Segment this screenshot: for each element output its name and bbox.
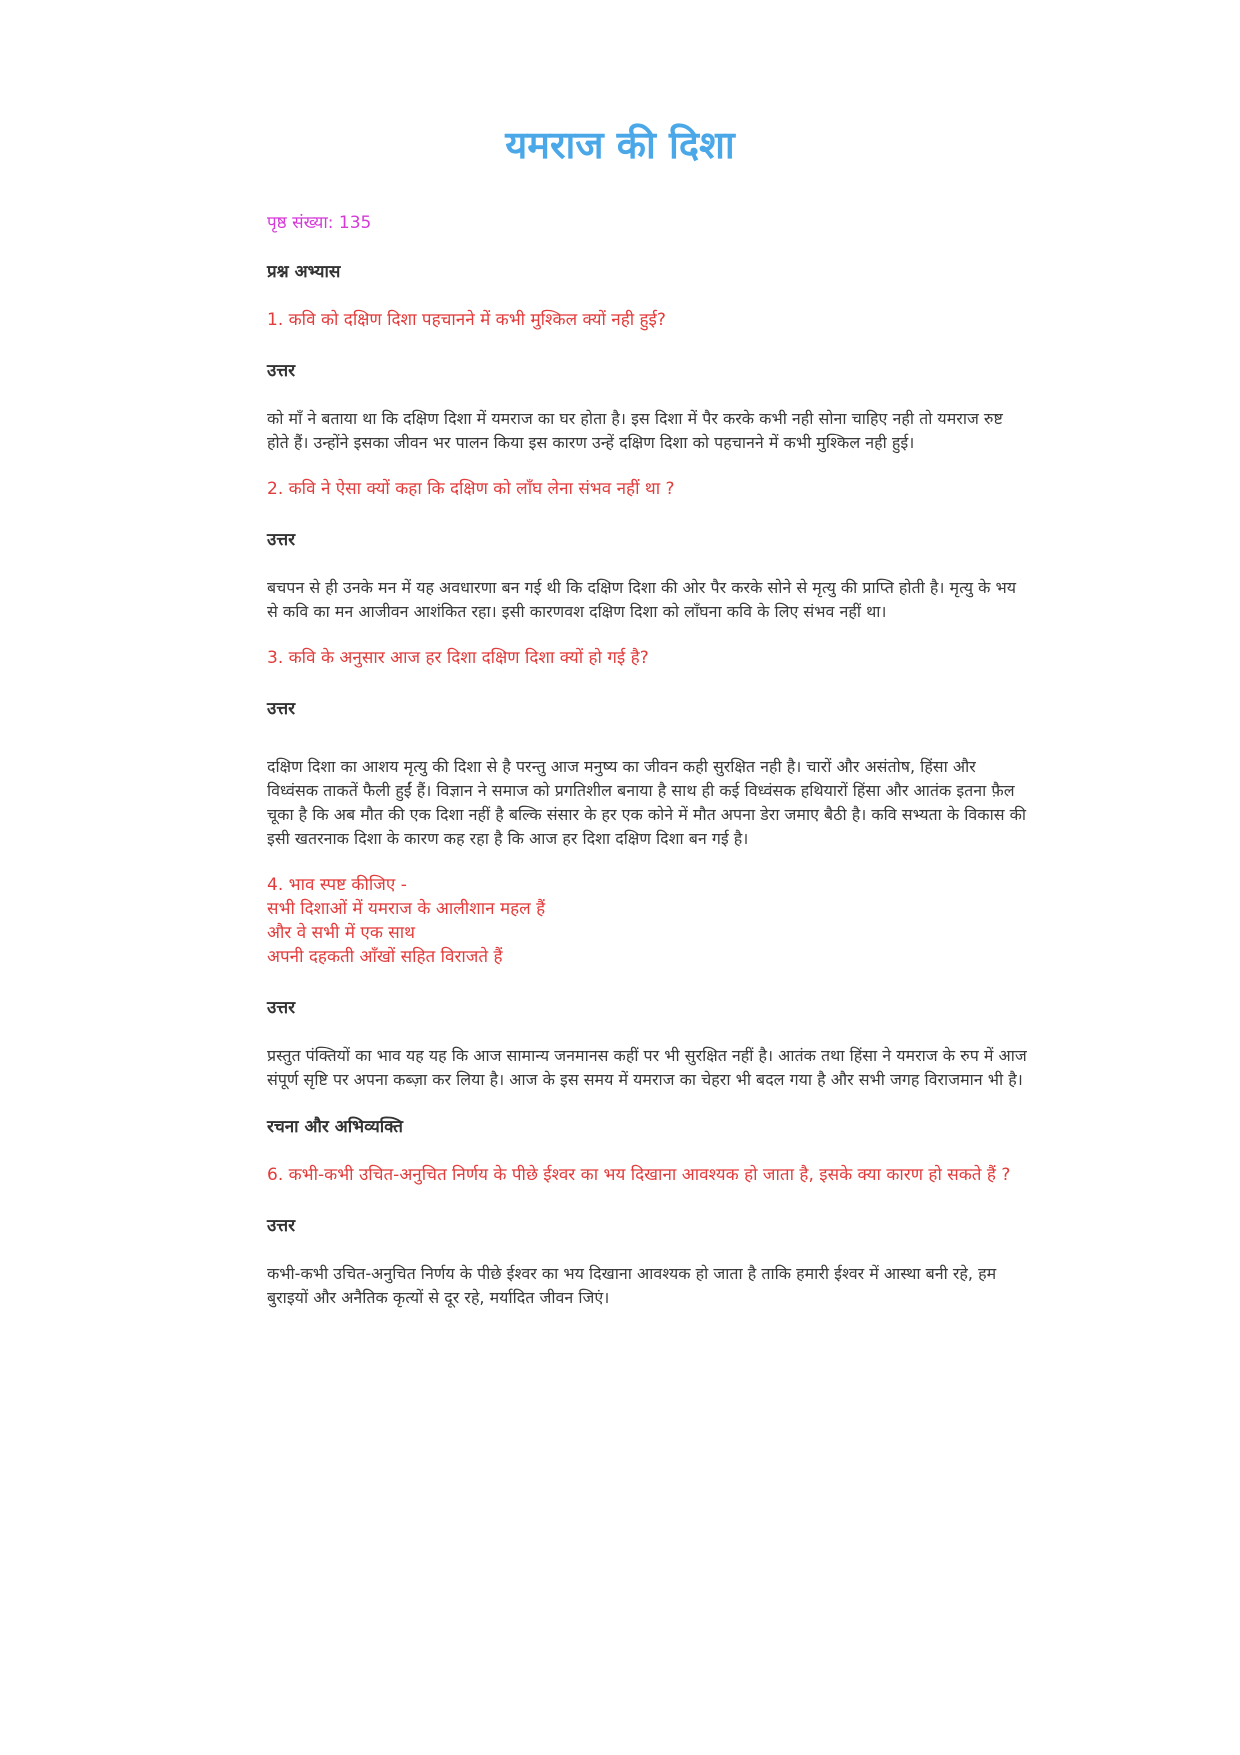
document-title: यमराज की दिशा [505, 123, 735, 167]
question-3: 3. कवि के अनुसार आज हर दिशा दक्षिण दिशा क्यों हो गई है? [267, 648, 649, 668]
question-4-line-2: और वे सभी में एक साथ [267, 923, 416, 943]
question-1: 1. कवि को दक्षिण दिशा पहचानने में कभी मुश्किल क्यों नही हुई? [267, 310, 666, 330]
page-number: पृष्ठ संख्या: 135 [267, 213, 372, 233]
answer-label-6: उत्तर [267, 1216, 296, 1236]
answer-label-4: उत्तर [267, 998, 296, 1018]
answer-1: को माँ ने बताया था कि दक्षिण दिशा में यमराज का घर होता है। इस दिशा में पैर करके कभी नही सोना चाहिए नही तो यमराज रुष्ट होते हैं। उन्होंने इसका जीवन भर पालन किया इस कारण उन्हें दक्षिण दिशा को पहचानने में कभी मुश्किल नही हुई। [267, 409, 1003, 452]
document-content [267, 210, 1027, 1332]
answer-2: बचपन से ही उनके मन में यह अवधारणा बन गई थी कि दक्षिण दिशा की ओर पैर करके सोने से मृत्यु की प्राप्ति होती है। मृत्यु के भय से कवि का मन आजीवन आशंकित रहा। इसी कारणवश दक्षिण दिशा को लाँघना कवि के लिए संभव नहीं था। [267, 578, 1017, 621]
question-4-intro: 4. भाव स्पष्ट कीजिए - [267, 875, 407, 895]
question-4-line-3: अपनी दहकती आँखों सहित विराजते हैं [267, 947, 503, 967]
answer-4: प्रस्तुत पंक्तियों का भाव यह यह कि आज सामान्य जनमानस कहीं पर भी सुरक्षित नहीं है। आतंक तथा हिंसा ने यमराज के रुप में आज संपूर्ण सृष्टि पर अपना कब्ज़ा कर लिया है। आज के इस समय में यमराज का चेहरा भी बदल गया है और सभी जगह विराजमान भी है। [267, 1046, 1027, 1089]
answer-label-2: उत्तर [267, 530, 296, 550]
section-heading-composition: रचना और अभिव्यक्ति [267, 1117, 403, 1137]
answer-6: कभी-कभी उचित-अनुचित निर्णय के पीछे ईश्वर का भय दिखाना आवश्यक हो जाता है ताकि हमारी ईश्वर में आस्था बनी रहे, हम बुराइयों और अनैतिक कृत्यों से दूर रहे, मर्यादित जीवन जिएं। [267, 1264, 997, 1307]
section-heading-practice: प्रश्न अभ्यास [267, 262, 341, 282]
question-6: 6. कभी-कभी उचित-अनुचित निर्णय के पीछे ईश्वर का भय दिखाना आवश्यक हो जाता है, इसके क्या कारण हो सकते हैं ? [267, 1165, 1011, 1185]
question-4 [267, 873, 1027, 969]
answer-label-1: उत्तर [267, 361, 296, 381]
answer-label-3: उत्तर [267, 699, 296, 719]
answer-3: दक्षिण दिशा का आशय मृत्यु की दिशा से है परन्तु आज मनुष्य का जीवन कही सुरक्षित नही है। चारों और असंतोष, हिंसा और विध्वंसक ताकतें फैली हुईं हैं। विज्ञान ने समाज को प्रगतिशील बनाया है साथ ही कई विध्वंसक हथियारों हिंसा और आतंक इतना फ़ैल चूका है कि अब मौत की एक दिशा नहीं है बल्कि संसार के हर एक कोने में मौत अपना डेरा जमाए बैठी है। कवि सभ्यता के विकास की इसी खतरनाक दिशा के कारण कह रहा है कि आज हर दिशा दक्षिण दिशा बन गई है। [267, 757, 1027, 848]
question-2: 2. कवि ने ऐसा क्यों कहा कि दक्षिण को लाँघ लेना संभव नहीं था ? [267, 479, 675, 499]
question-4-line-1: सभी दिशाओं में यमराज के आलीशान महल हैं [267, 899, 546, 919]
